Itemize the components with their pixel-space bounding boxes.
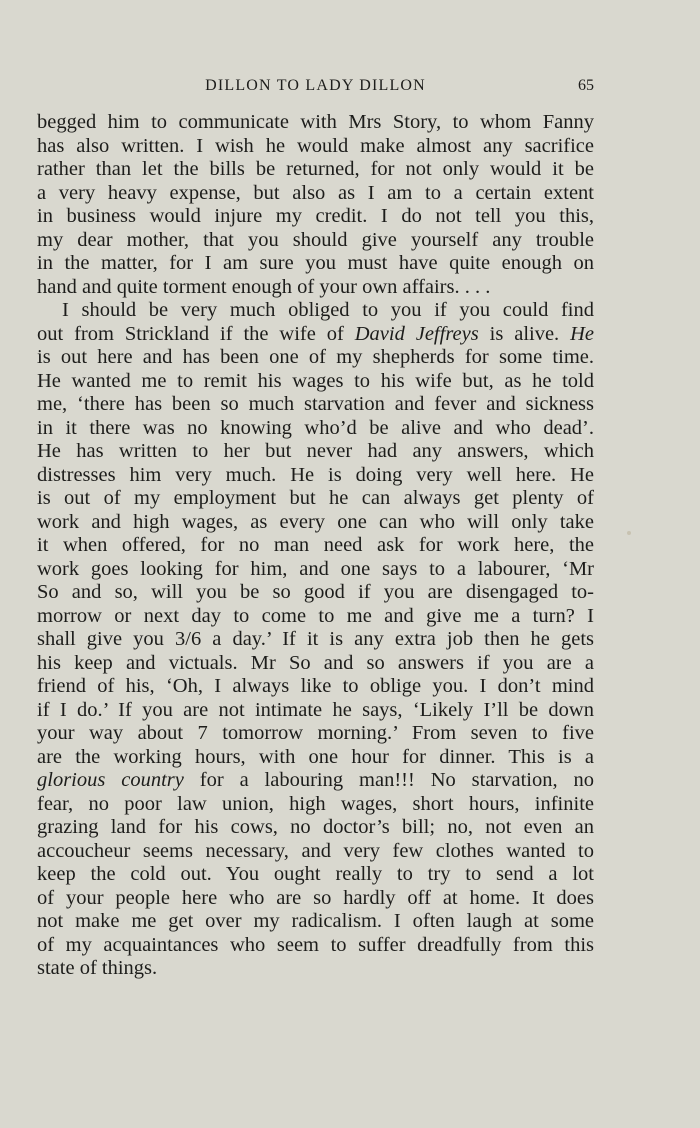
text-line <box>37 511 594 535</box>
line-text: I should be very much obliged to you if you could find <box>62 299 594 321</box>
text-line <box>37 605 594 629</box>
line-text: morrow or next day to come to me and give me a turn? I <box>37 604 594 627</box>
line-text: keep the cold out. You ought really to try to send a lot <box>37 863 594 885</box>
text-line <box>37 346 594 370</box>
text-line <box>37 487 594 511</box>
text-line <box>37 652 594 676</box>
text-line <box>37 229 594 253</box>
line-text: his keep and victuals. Mr So and so answers if you are a <box>37 651 594 674</box>
text-line <box>37 722 594 746</box>
text-line <box>37 628 594 652</box>
line-text: shall give you 3/6 a day.’ If it is any extra job then he gets <box>37 628 594 650</box>
italic-text: David Jeffreys <box>354 322 479 345</box>
line-text: He wanted me to remit his wages to his wife but, as he told <box>37 369 594 392</box>
line-text: my dear mother, that you should give yourself any trouble <box>37 228 594 251</box>
line-text: is out of my employment but he can always get plenty of <box>37 487 594 509</box>
text-line <box>37 464 594 488</box>
line-text: distresses him very much. He is doing very well here. He <box>37 463 594 486</box>
text-line <box>37 417 594 441</box>
line-text: of my acquaintances who seem to suffer dreadfully from this <box>37 933 594 956</box>
text-line <box>37 299 594 323</box>
body-text <box>37 111 594 981</box>
running-title: DILLON TO LADY DILLON <box>205 77 426 94</box>
text-line <box>37 863 594 887</box>
line-text: in it there was no knowing who’d be alive and who dead’. <box>37 416 594 439</box>
line-text: in the matter, for I am sure you must have quite enough on <box>37 252 594 274</box>
text-line <box>37 252 594 276</box>
line-text: are the working hours, with one hour for dinner. This is a <box>37 745 594 768</box>
line-text: a very heavy expense, but also as I am to a certain extent <box>37 181 594 204</box>
line-text: hand and quite torment enough of your own affairs. . . . <box>37 275 491 298</box>
text-line <box>37 393 594 417</box>
text-line <box>37 581 594 605</box>
text-line <box>37 769 594 793</box>
line-text: fear, no poor law union, high wages, short hours, infinite <box>37 792 594 815</box>
line-text: not make me get over my radicalism. I often laugh at some <box>37 910 594 932</box>
line-text: for a labouring man!!! No starvation, no <box>183 769 594 791</box>
line-text: in business would injure my credit. I do not tell you this, <box>37 205 594 227</box>
text-line <box>37 182 594 206</box>
line-text: work and high wages, as every one can who will only take <box>37 510 594 533</box>
line-text: grazing land for his cows, no doctor’s bill; no, not even an <box>37 816 594 838</box>
text-line <box>37 887 594 911</box>
page-number: 65 <box>578 77 594 94</box>
line-text: of your people here who are so hardly off at home. It does <box>37 886 594 909</box>
line-text: So and so, will you be so good if you are disengaged to- <box>37 581 594 603</box>
text-line <box>37 440 594 464</box>
text-line <box>37 816 594 840</box>
text-line <box>37 158 594 182</box>
text-line <box>37 205 594 229</box>
line-text: rather than let the bills be returned, for not only would it be <box>37 158 594 180</box>
line-text: state of things. <box>37 957 158 979</box>
text-line <box>37 840 594 864</box>
italic-text: He <box>570 322 594 345</box>
line-text: is alive. <box>478 322 571 345</box>
line-text: begged him to communicate with Mrs Story, to whom Fanny <box>37 111 594 133</box>
paper-speck <box>627 531 631 535</box>
line-text: has also written. I wish he would make almost any sacrifice <box>37 134 594 157</box>
text-line <box>37 746 594 770</box>
line-text: out from Strickland if the wife of <box>37 322 355 345</box>
line-text: it when offered, for no man need ask for work here, the <box>37 534 594 556</box>
text-line <box>37 558 594 582</box>
text-line <box>37 135 594 159</box>
line-text: me, ‘there has been so much starvation and fever and sickness <box>37 393 594 415</box>
text-line <box>37 910 594 934</box>
line-text: if I do.’ If you are not intimate he says, ‘Likely I’ll be down <box>37 698 594 721</box>
text-line <box>37 111 594 135</box>
text-line <box>37 957 594 981</box>
text-line <box>37 323 594 347</box>
line-text: He has written to her but never had any answers, which <box>37 440 594 462</box>
text-line <box>37 934 594 958</box>
line-text: work goes looking for him, and one says to a labourer, ‘Mr <box>37 557 594 580</box>
text-line <box>37 675 594 699</box>
line-text: accoucheur seems necessary, and very few clothes wanted to <box>37 839 594 862</box>
page-header <box>37 77 594 99</box>
text-line <box>37 699 594 723</box>
line-text: your way about 7 tomorrow morning.’ From seven to five <box>37 722 594 744</box>
text-line <box>37 534 594 558</box>
text-line <box>37 793 594 817</box>
italic-text: glorious country <box>37 769 184 791</box>
line-text: friend of his, ‘Oh, I always like to oblige you. I don’t mind <box>37 675 594 697</box>
text-line <box>37 370 594 394</box>
text-line <box>37 276 594 300</box>
line-text: is out here and has been one of my shepherds for some time. <box>37 346 594 368</box>
